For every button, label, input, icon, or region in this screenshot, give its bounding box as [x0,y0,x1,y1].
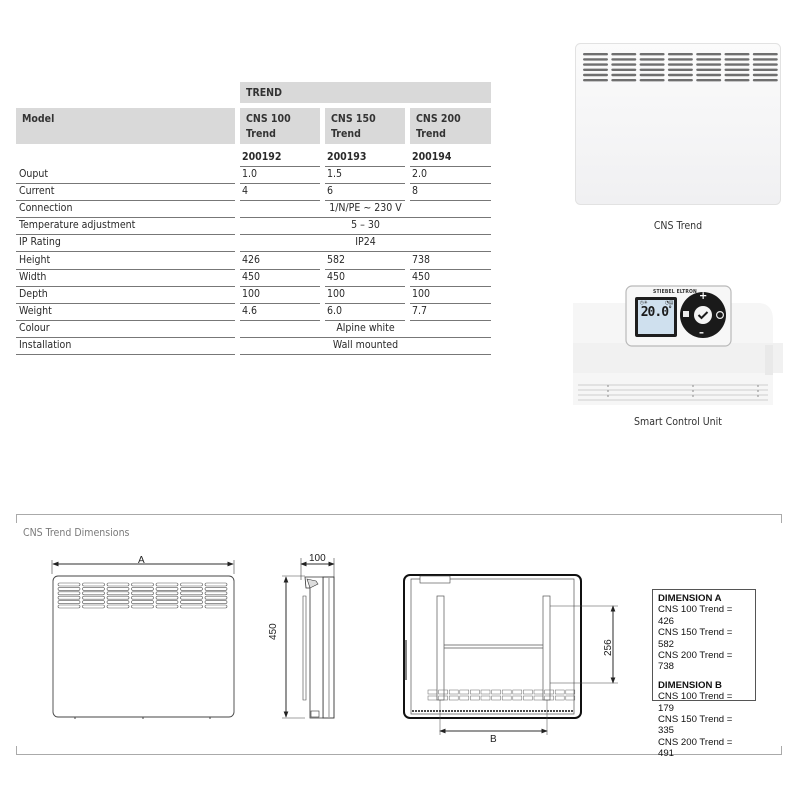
dimensions-title: CNS Trend Dimensions [23,527,130,539]
row-label: Connection [16,201,235,218]
sku-cns150: 200193 [325,150,405,167]
row-label: Weight [16,304,235,321]
sku-cns200: 200194 [410,150,491,167]
row-value: 450 [240,270,320,287]
control-brand: STIEBEL ELTRON [653,289,698,295]
dimension-a-title: DIMENSION A [658,593,722,604]
row-value: 100 [325,287,405,304]
row-span-value: Wall mounted [240,338,491,355]
row-value: 100 [240,287,320,304]
dimension-256-label: 256 [603,639,614,656]
dimension-b-item: CNS 200 Trend = 491 [658,736,733,760]
model-name: CNS 200 [416,113,461,125]
side-view-drawing [282,558,334,718]
dimension-b-item: CNS 100 Trend = 179 [658,691,733,714]
lcd-degree: ° [668,305,672,313]
row-value: 6 [325,184,405,201]
row-label: IP Rating [16,235,235,252]
row-value: 1.5 [325,167,405,184]
row-value: 426 [240,253,320,270]
model-header: Model [16,108,235,144]
group-header-trend: TREND [240,82,491,103]
row-value: 6.0 [325,304,405,321]
row-value: 7.7 [410,304,491,321]
row-value: 4 [240,184,320,201]
dimension-b-label: B [490,734,497,745]
row-value: 8 [410,184,491,201]
model-name: Trend [246,128,276,140]
row-label: Depth [16,287,235,304]
row-label: Colour [16,321,235,338]
back-view-drawing [404,575,618,735]
row-label: Temperature adjustment [16,218,235,235]
row-label: Installation [16,338,235,355]
row-label: Current [16,184,235,201]
lcd-window-icon: ◔▤ [665,300,674,306]
model-name: Trend [416,128,446,140]
row-value: 450 [410,270,491,287]
model-name: CNS 100 [246,113,291,125]
row-value: 100 [410,287,491,304]
row-value: 2.0 [410,167,491,184]
row-span-value: 1/N/PE ~ 230 V [240,201,491,218]
height-label: 450 [268,623,279,640]
row-value: 1.0 [240,167,320,184]
dimension-a-item: CNS 150 Trend = 582 [658,627,733,650]
sku-cns100: 200192 [240,150,320,167]
row-value: 450 [325,270,405,287]
row-value: 582 [325,253,405,270]
depth-label: 100 [309,553,326,564]
row-span-value: Alpine white [240,321,491,338]
minus-button[interactable]: – [699,326,704,339]
dimension-a-item: CNS 200 Trend = 738 [658,650,733,673]
dimension-b-title: DIMENSION B [658,679,722,691]
heater-caption: CNS Trend [653,220,703,232]
model-name: Trend [331,128,361,140]
model-name: CNS 150 [331,113,376,125]
plus-button[interactable]: + [699,289,708,302]
lcd-temp-value: 20.0 [640,305,669,320]
row-value: 738 [410,253,491,270]
row-span-value: 5 – 30 [240,218,491,235]
row-label: Ouput [16,167,235,184]
row-label: Height [16,253,235,270]
row-value: 4.6 [240,304,320,321]
lcd-clock-icon: ◷✳ [640,300,648,306]
dimension-b-item: CNS 150 Trend = 335 [658,714,733,737]
control-caption: Smart Control Unit [634,416,722,428]
dimension-a-label: A [138,555,145,566]
dimension-legend [652,589,756,760]
row-span-value: IP24 [240,235,491,252]
front-view-drawing [52,560,234,719]
dimension-a-item: CNS 100 Trend = 426 [658,604,733,627]
row-label: Width [16,270,235,287]
